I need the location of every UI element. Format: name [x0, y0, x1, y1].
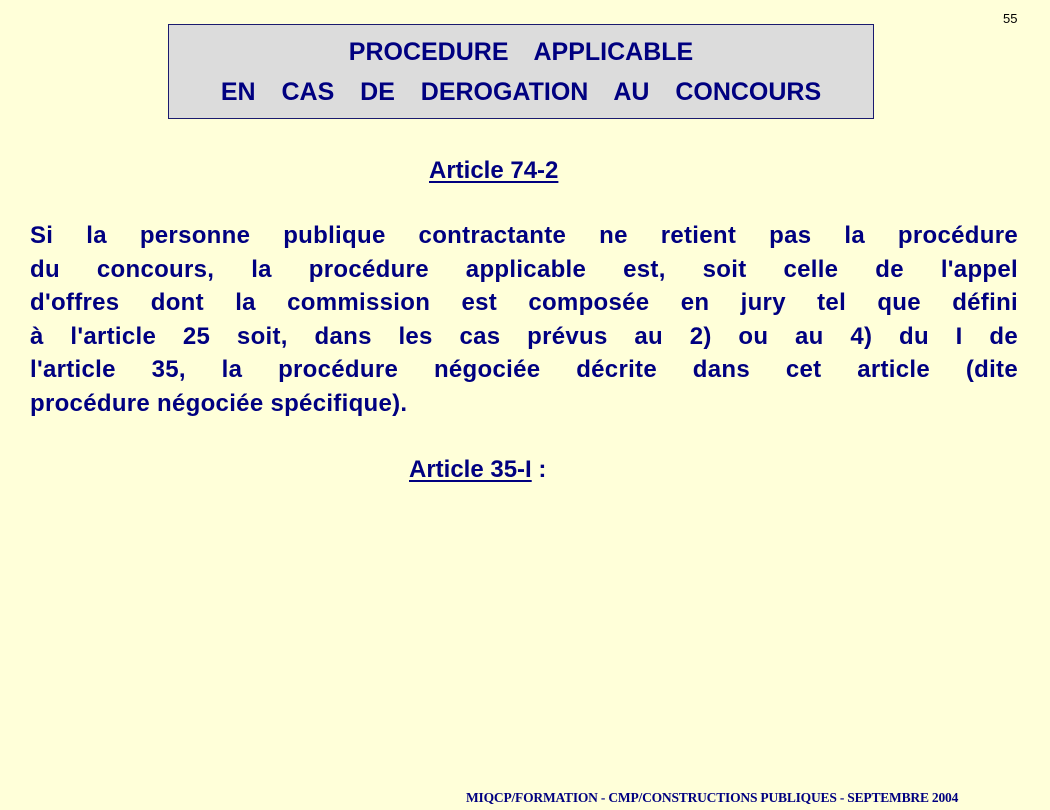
body-line: d'offres dont la commission est composée en jury tel que défini: [30, 289, 1018, 317]
body-line: procédure négociée spécifique).: [30, 389, 408, 417]
body-line: à l'article 25 soit, dans les cas prévus au 2) ou au 4) du I de: [30, 322, 1018, 350]
article-35-1-label: Article 35-I: [409, 456, 532, 483]
body-line: l'article 35, la procédure négociée décrite dans cet article (dite: [30, 356, 1018, 384]
article-body-paragraph: [30, 219, 1018, 421]
article-35-1-heading: [409, 456, 546, 484]
body-line: Si la personne publique contractante ne retient pas la procédure: [30, 222, 1018, 249]
title-line-1: PROCEDURE APPLICABLE: [348, 38, 694, 66]
page-number: 55: [1003, 11, 1018, 26]
article-74-2-heading: [429, 157, 558, 185]
title-line-2: EN CAS DE DEROGATION AU CONCOURS: [220, 78, 822, 106]
footer: MIQCP/FORMATION - CMP/CONSTRUCTIONS PUBLIQUES - SEPTEMBRE 2004: [466, 790, 959, 805]
title-box: [168, 24, 874, 119]
body-line: du concours, la procédure applicable est, soit celle de l'appel: [30, 255, 1018, 283]
article-74-2-label: Article 74-2: [429, 157, 559, 184]
article-35-1-colon: :: [531, 456, 547, 483]
